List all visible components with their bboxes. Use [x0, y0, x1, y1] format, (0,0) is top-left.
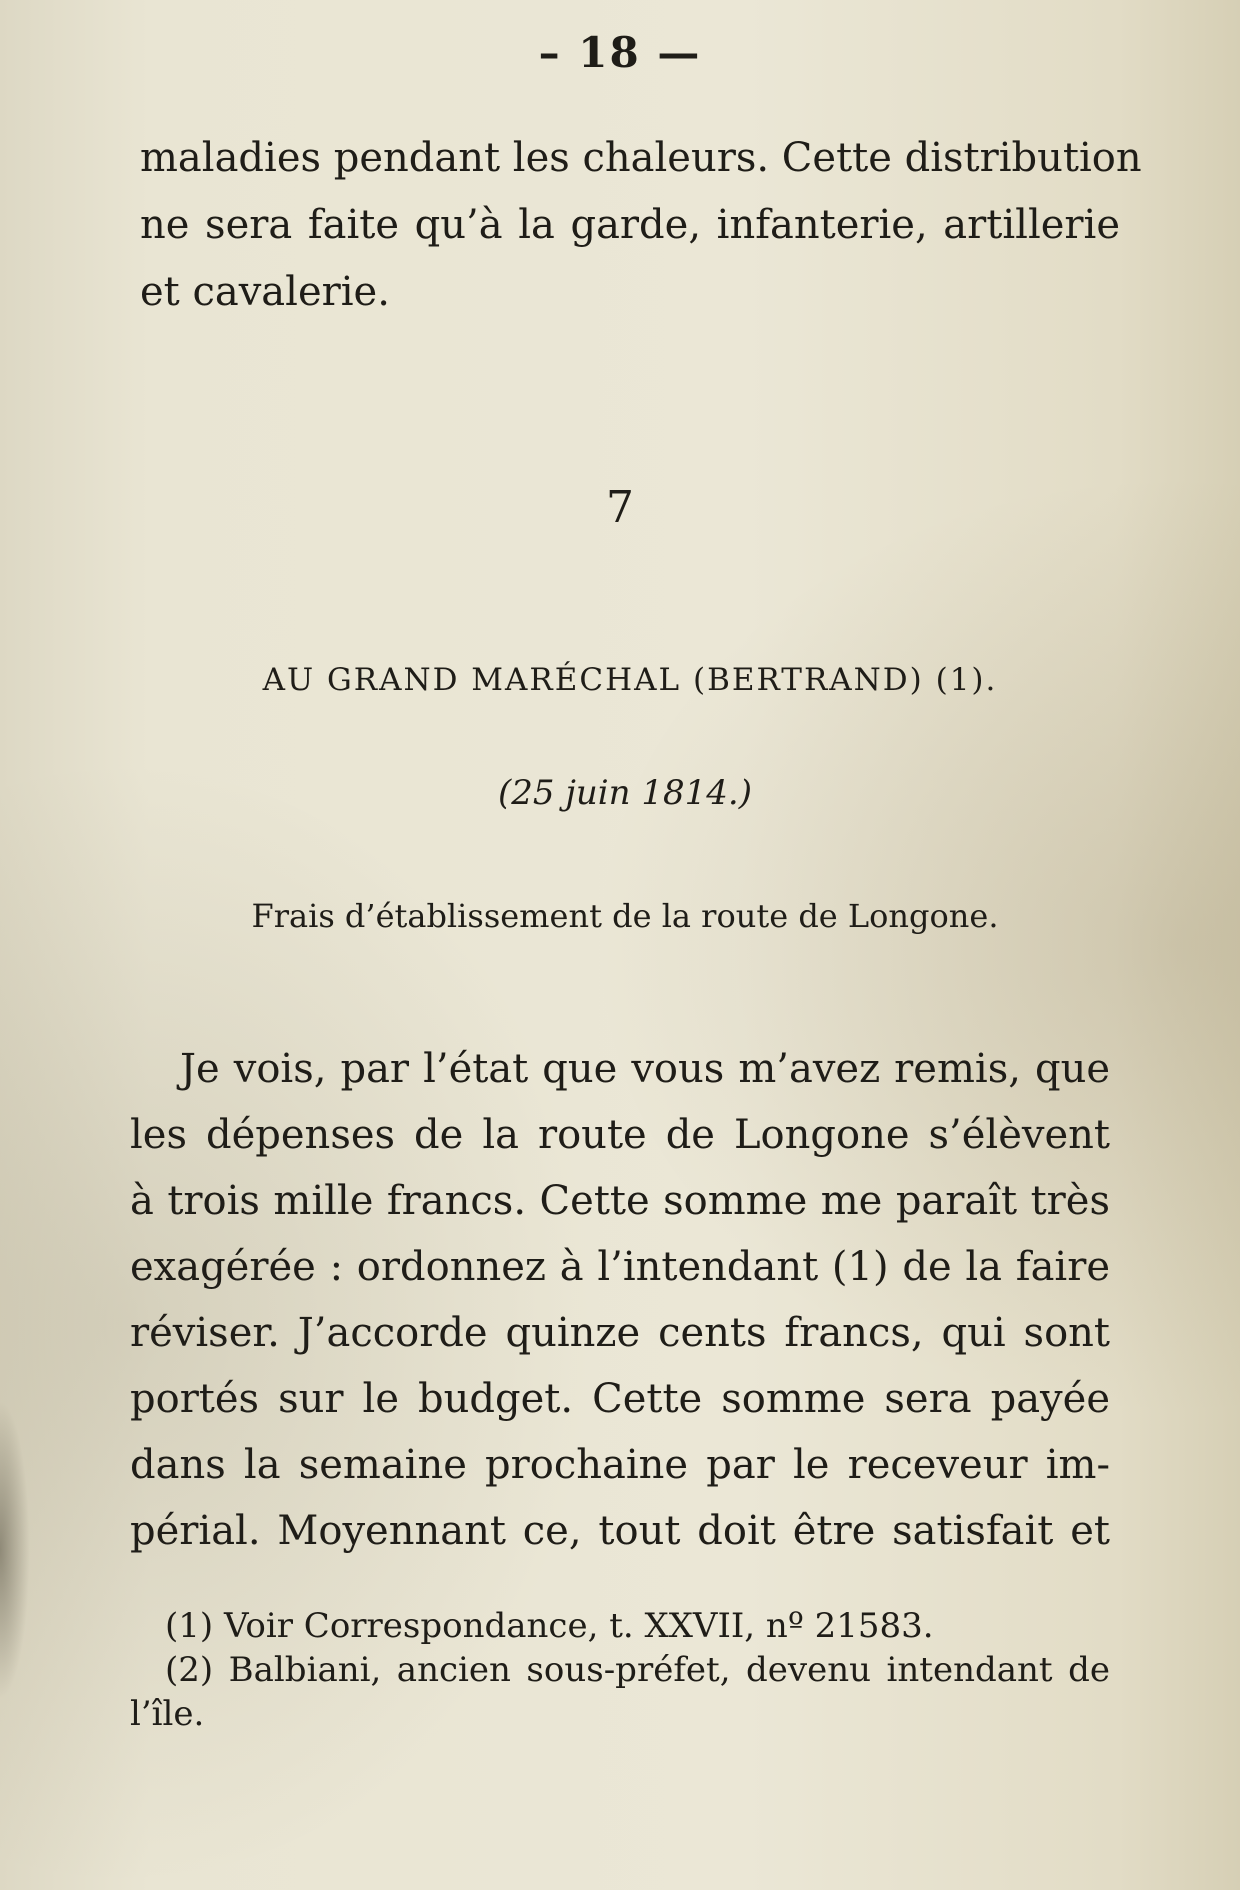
text-line: dans la semaine prochaine par le receveur im-	[130, 1442, 1110, 1488]
section-number: 7	[606, 482, 634, 533]
footnotes	[130, 1604, 1110, 1736]
text-line: portés sur le budget. Cette somme sera payée	[130, 1376, 1110, 1422]
footnote-2-continuation: l’île.	[130, 1694, 205, 1734]
letter-date: (25 juin 1814.)	[498, 773, 752, 813]
text-line: réviser. J’accorde quinze cents francs, qui sont	[130, 1310, 1110, 1356]
body-paragraph	[130, 1036, 1110, 1564]
text-line: ne sera faite qu’à la garde, infanterie, artillerie	[140, 202, 1120, 248]
text-line: Je vois, par l’état que vous m’avez remis, que	[180, 1046, 1110, 1092]
page-shadow	[0, 1400, 30, 1700]
text-line: maladies pendant les chaleurs. Cette distribution	[140, 135, 1142, 181]
text-line: exagérée : ordonnez à l’intendant (1) de la faire	[130, 1244, 1110, 1290]
letter-recipient: AU GRAND MARÉCHAL (BERTRAND) (1).	[262, 662, 998, 698]
text-line: périal. Moyennant ce, tout doit être satisfait et	[130, 1508, 1110, 1554]
text-line: les dépenses de la route de Longone s’élèvent	[130, 1112, 1110, 1158]
page-number: – 18 —	[538, 28, 702, 77]
top-paragraph	[140, 125, 1142, 326]
letter-summary: Frais d’établissement de la route de Longone.	[251, 897, 999, 935]
text-line: à trois mille francs. Cette somme me paraît très	[130, 1178, 1110, 1224]
footnote-2: (2) Balbiani, ancien sous-préfet, devenu intendant de	[165, 1650, 1110, 1690]
footnote-1: (1) Voir Correspondance, t. XXVII, nº 21583.	[165, 1606, 934, 1646]
text-line: et cavalerie.	[140, 269, 390, 315]
